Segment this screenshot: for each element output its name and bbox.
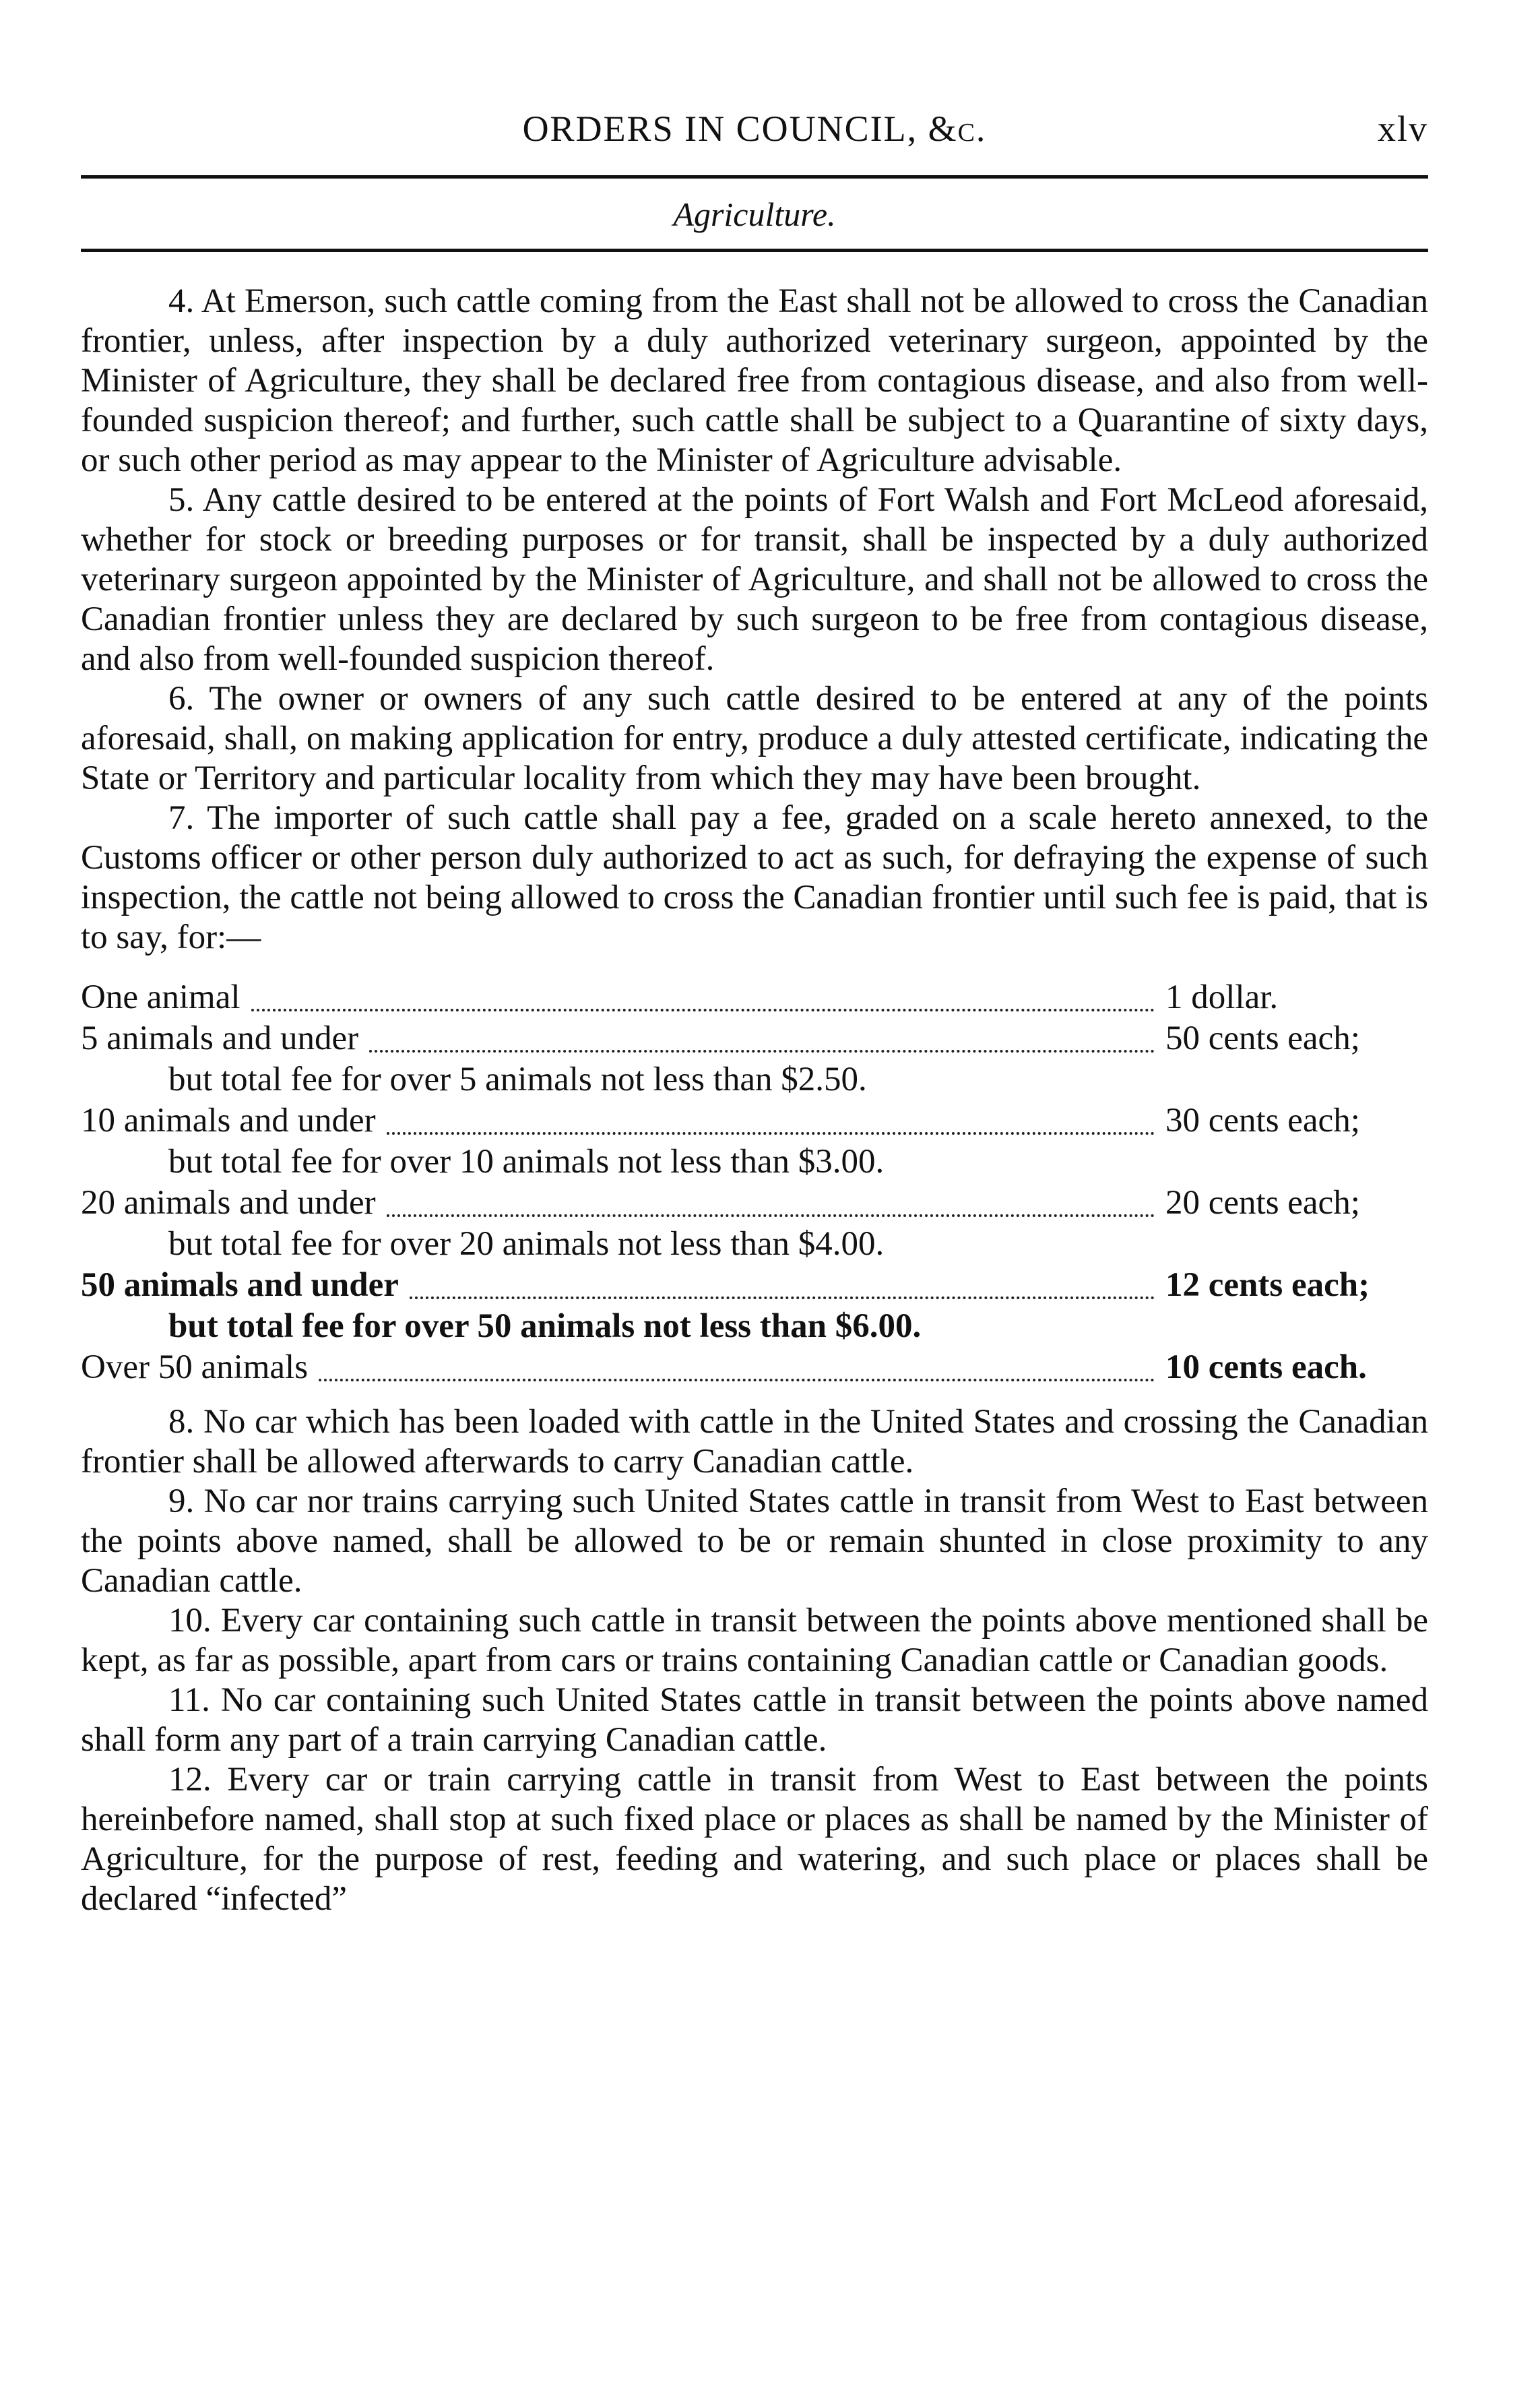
paragraph-10: 10. Every car containing such cattle in transit between the points above mentioned shall be kept, as far as possible, apart from cars or trains containing Canadian cattle or Canadian goods. — [81, 1602, 1428, 1679]
running-title: ORDERS IN COUNCIL, &c. — [522, 108, 987, 149]
fee-row — [81, 978, 1428, 1019]
fee-note: but total fee for over 5 animals not less than $2.50. — [168, 1061, 867, 1098]
fee-row — [81, 1265, 1428, 1307]
fee-row — [81, 1019, 1428, 1060]
leader-dots — [387, 1123, 1155, 1135]
running-head — [81, 101, 1428, 162]
paragraph-12: 12. Every car or train carrying cattle in transit from West to East between the points hereinbefore named, shall stop at such fixed place or places as shall be named by the Minister of Agriculture, for the purpose of rest, feeding and watering, and such place or places shall be declared “infected” — [81, 1761, 1428, 1918]
leader-dots — [319, 1369, 1155, 1381]
fee-amount: 50 cents each; — [1165, 1020, 1360, 1057]
leader-dots — [410, 1287, 1155, 1299]
fee-label: 10 animals and under — [81, 1102, 376, 1139]
fee-schedule-table — [81, 978, 1428, 1389]
fee-note: but total fee for over 10 animals not less than $3.00. — [168, 1143, 885, 1181]
fee-amount: 30 cents each; — [1165, 1102, 1360, 1139]
fee-label: 20 animals and under — [81, 1184, 376, 1222]
fee-amount: 1 dollar. — [1165, 978, 1279, 1016]
fee-label: 50 animals and under — [81, 1266, 399, 1304]
header-rule-bottom — [81, 249, 1428, 252]
fee-label: Over 50 animals — [81, 1348, 309, 1386]
paragraph-11: 11. No car containing such United States cattle in transit between the points above named shall form any part of a train carrying Canadian cattle. — [81, 1681, 1428, 1759]
leader-dots — [251, 999, 1155, 1011]
document-body — [81, 282, 1428, 1919]
section-title: Agriculture. — [673, 195, 836, 233]
fee-note: but total fee for over 20 animals not less than $4.00. — [168, 1225, 885, 1263]
paragraph-6: 6. The owner or owners of any such cattle desired to be entered at any of the points aforesaid, shall, on making application for entry, produce a duly attested certificate, indicating the State or Territory and particular locality from which they may have been brought. — [81, 680, 1428, 797]
fee-amount: 10 cents each. — [1165, 1348, 1367, 1386]
fee-label: 5 animals and under — [81, 1020, 359, 1057]
leader-dots — [387, 1205, 1155, 1217]
document-page — [81, 101, 1428, 1919]
paragraph-5: 5. Any cattle desired to be entered at the points of Fort Walsh and Fort McLeod aforesaid, whether for stock or breeding purposes or for transit, shall be inspected by a duly authorized veterinary surgeon appointed by the Minister of Agriculture, and shall not be allowed to cross the Canadian frontier unless they are declared by such surgeon to be free from contagious disease, and also from well-founded suspicion thereof. — [81, 481, 1428, 678]
fee-label: One animal — [81, 978, 240, 1016]
leader-dots — [369, 1040, 1155, 1053]
fee-row — [81, 1101, 1428, 1142]
fee-note: but total fee for over 50 animals not less than $6.00. — [168, 1307, 922, 1345]
page-number: xlv — [1377, 108, 1428, 149]
paragraph-8: 8. No car which has been loaded with cattle in the United States and crossing the Canadian frontier shall be allowed afterwards to carry Canadian cattle. — [81, 1403, 1428, 1480]
paragraph-7: 7. The importer of such cattle shall pay a fee, graded on a scale hereto annexed, to the Customs officer or other person duly authorized to act as such, for defraying the expense of such inspection, the cattle not being allowed to cross the Canadian frontier until such fee is paid, that is to say, for:— — [81, 799, 1428, 956]
fee-row — [81, 1348, 1428, 1389]
paragraph-9: 9. No car nor trains carrying such United States cattle in transit from West to East between the points above named, shall be allowed to be or remain shunted in close proximity to any Canadian cattle. — [81, 1482, 1428, 1600]
fee-row — [81, 1183, 1428, 1224]
fee-amount: 20 cents each; — [1165, 1184, 1360, 1222]
fee-amount: 12 cents each; — [1165, 1266, 1370, 1304]
paragraph-4: 4. At Emerson, such cattle coming from the East shall not be allowed to cross the Canadian frontier, unless, after inspection by a duly authorized veterinary surgeon, appointed by the Minister of Agriculture, they shall be declared free from contagious disease, and also from well-founded suspicion thereof; and further, such cattle shall be subject to a Quarantine of sixty days, or such other period as may appear to the Minister of Agriculture advisable. — [81, 282, 1428, 479]
